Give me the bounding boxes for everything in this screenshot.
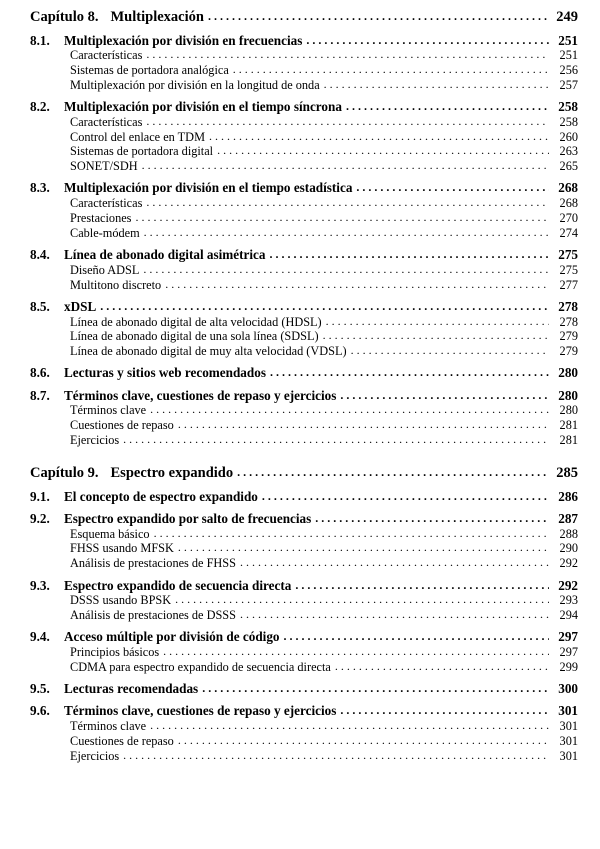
toc-entry-title: Términos clave [70, 719, 147, 734]
toc-sub-row[interactable] [30, 197, 578, 209]
toc-leader-dots [237, 465, 549, 480]
toc-entry-title: SONET/SDH [70, 159, 138, 174]
toc-entry-number: 8.3. [30, 180, 50, 196]
toc-entry-title: Sistemas de portadora digital [70, 144, 214, 159]
toc-leader-dots [178, 418, 549, 430]
toc-entry-title: Características [70, 114, 143, 129]
toc-sub-row[interactable] [30, 345, 578, 357]
toc-entry-page-number: 268 [559, 196, 578, 211]
toc-entry-title: El concepto de espectro expandido [64, 488, 258, 504]
toc-entry-page-number: 293 [559, 593, 578, 608]
toc-leader-dots [135, 211, 549, 223]
toc-entry-page-number: 260 [559, 129, 578, 144]
toc-leader-dots [324, 78, 549, 90]
toc-entry-title: Multiplexación por división en la longitud de onda [70, 77, 320, 92]
toc-leader-dots [123, 749, 549, 761]
toc-entry-page-number: 297 [558, 629, 578, 645]
toc-entry-page-number: 281 [559, 418, 578, 433]
toc-entry-number: Capítulo 8. [30, 9, 99, 25]
toc-sub-row[interactable] [30, 594, 578, 606]
toc-entry-title: Espectro expandido de secuencia directa [64, 577, 292, 593]
toc-leader-dots [262, 489, 549, 502]
toc-entry-number: 8.4. [30, 247, 50, 263]
toc-entry-title: Términos clave, cuestiones de repaso y ejercicios [64, 387, 337, 403]
toc-entry-title: CDMA para espectro expandido de secuencia directa [70, 659, 331, 674]
toc-entry-title: Multiplexación [110, 9, 204, 25]
toc-entry-page-number: 268 [558, 180, 578, 196]
toc-section-row[interactable] [30, 490, 578, 503]
toc-entry-title: Espectro expandido [110, 465, 234, 482]
toc-entry-page-number: 275 [558, 247, 578, 263]
toc-entry-title: DSSS usando BPSK [70, 593, 172, 608]
toc-entry-page-number: 278 [558, 298, 578, 314]
toc-entry-page-number: 270 [559, 210, 578, 225]
toc-entry-title: Términos clave [70, 403, 147, 418]
table-of-contents [30, 10, 578, 762]
toc-sub-row[interactable] [30, 49, 578, 61]
section-spacer [30, 446, 578, 466]
toc-entry-page-number: 280 [558, 365, 578, 381]
toc-entry-page-number: 249 [556, 9, 578, 25]
toc-leader-dots [150, 403, 549, 415]
toc-entry-number: 8.7. [30, 387, 50, 403]
toc-sub-row[interactable] [30, 528, 578, 540]
toc-section-row[interactable] [30, 630, 578, 643]
toc-entry-number: 9.4. [30, 629, 50, 645]
toc-entry-title: Principios básicos [70, 645, 160, 660]
toc-section-row[interactable] [30, 366, 578, 379]
toc-entry-title: Términos clave, cuestiones de repaso y ejercicios [64, 703, 337, 719]
toc-entry-title: Análisis de prestaciones de DSSS [70, 608, 236, 623]
toc-sub-row[interactable] [30, 735, 578, 747]
toc-entry-page-number: 287 [558, 510, 578, 526]
toc-entry-number: 9.3. [30, 577, 50, 593]
toc-sub-row[interactable] [30, 434, 578, 446]
toc-entry-title: Línea de abonado digital de una sola línea (SDSL) [70, 329, 319, 344]
toc-leader-dots [315, 511, 549, 524]
toc-section-row[interactable] [30, 300, 578, 313]
toc-entry-title: Cuestiones de repaso [70, 733, 174, 748]
toc-entry-page-number: 263 [559, 144, 578, 159]
toc-entry-page-number: 277 [559, 277, 578, 292]
toc-leader-dots [240, 608, 549, 620]
toc-sub-row[interactable] [30, 404, 578, 416]
toc-entry-page-number: 292 [558, 577, 578, 593]
toc-sub-row[interactable] [30, 316, 578, 328]
toc-entry-number: 9.5. [30, 681, 50, 697]
toc-entry-title: Acceso múltiple por división de código [64, 629, 280, 645]
toc-entry-page-number: 274 [559, 225, 578, 240]
toc-entry-title: Prestaciones [70, 210, 132, 225]
toc-section-row[interactable] [30, 512, 578, 525]
toc-sub-row[interactable] [30, 145, 578, 157]
toc-entry-page-number: 281 [559, 432, 578, 447]
toc-entry-page-number: 286 [558, 488, 578, 504]
toc-leader-dots [100, 299, 549, 312]
toc-sub-row[interactable] [30, 116, 578, 128]
toc-entry-page-number: 294 [559, 608, 578, 623]
toc-entry-page-number: 285 [556, 465, 578, 482]
toc-sub-row[interactable] [30, 609, 578, 621]
toc-entry-title: Multiplexación por división en el tiempo estadística [64, 180, 353, 196]
toc-leader-dots [154, 527, 549, 539]
toc-section-row[interactable] [30, 704, 578, 717]
toc-entry-title: Esquema básico [70, 526, 150, 541]
toc-entry-page-number: 265 [559, 159, 578, 174]
toc-entry-title: Línea de abonado digital de alta velocidad (HDSL) [70, 314, 322, 329]
toc-leader-dots [269, 247, 549, 260]
toc-entry-title: Multitono discreto [70, 277, 162, 292]
toc-sub-row[interactable] [30, 646, 578, 658]
toc-entry-title: Ejercicios [70, 432, 120, 447]
toc-sub-row[interactable] [30, 264, 578, 276]
toc-leader-dots [217, 144, 549, 156]
toc-entry-page-number: 300 [558, 681, 578, 697]
toc-entry-title: Ejercicios [70, 748, 120, 763]
toc-leader-dots [284, 629, 549, 642]
toc-entry-page-number: 275 [559, 262, 578, 277]
toc-leader-dots [146, 196, 549, 208]
toc-section-row[interactable] [30, 100, 578, 113]
toc-leader-dots [346, 99, 549, 112]
toc-leader-dots [326, 315, 549, 327]
toc-entry-title: Características [70, 196, 143, 211]
toc-chapter-row[interactable] [30, 10, 578, 25]
toc-sub-row[interactable] [30, 542, 578, 554]
toc-entry-number: 9.1. [30, 488, 50, 504]
toc-entry-page-number: 297 [559, 645, 578, 660]
toc-entry-title: Análisis de prestaciones de FHSS [70, 556, 236, 571]
toc-entry-title: Línea de abonado digital asimétrica [64, 247, 266, 263]
toc-entry-page-number: 288 [559, 526, 578, 541]
toc-leader-dots [146, 48, 549, 60]
toc-leader-dots [150, 719, 549, 731]
toc-leader-dots [270, 365, 549, 378]
toc-entry-title: Multiplexación por división en frecuencias [64, 32, 303, 48]
toc-leader-dots [143, 263, 549, 275]
toc-entry-number: 9.2. [30, 510, 50, 526]
toc-sub-row[interactable] [30, 212, 578, 224]
toc-sub-row[interactable] [30, 79, 578, 91]
toc-entry-page-number: 301 [559, 748, 578, 763]
toc-entry-page-number: 251 [559, 48, 578, 63]
toc-leader-dots [146, 115, 549, 127]
toc-leader-dots [144, 226, 549, 238]
toc-leader-dots [351, 344, 549, 356]
toc-entry-title: Línea de abonado digital de muy alta velocidad (VDSL) [70, 344, 347, 359]
toc-section-row[interactable] [30, 682, 578, 695]
toc-leader-dots [356, 180, 549, 193]
toc-sub-row[interactable] [30, 750, 578, 762]
toc-sub-row[interactable] [30, 160, 578, 172]
toc-entry-title: Espectro expandido por salto de frecuencias [64, 510, 312, 526]
toc-entry-number: Capítulo 9. [30, 465, 99, 482]
toc-leader-dots [240, 556, 549, 568]
toc-entry-title: Lecturas y sitios web recomendados [64, 365, 266, 381]
toc-chapter-row[interactable] [30, 466, 578, 481]
toc-entry-title: FHSS usando MFSK [70, 541, 174, 556]
toc-leader-dots [178, 541, 549, 553]
toc-entry-page-number: 258 [558, 99, 578, 115]
toc-entry-page-number: 280 [558, 387, 578, 403]
toc-leader-dots [165, 278, 549, 290]
toc-sub-row[interactable] [30, 227, 578, 239]
toc-entry-title: Diseño ADSL [70, 262, 140, 277]
toc-leader-dots [123, 433, 549, 445]
toc-leader-dots [340, 388, 549, 401]
toc-entry-page-number: 292 [559, 556, 578, 571]
toc-entry-number: 9.6. [30, 703, 50, 719]
toc-entry-page-number: 299 [559, 659, 578, 674]
toc-entry-title: Sistemas de portadora analógica [70, 63, 229, 77]
toc-entry-page-number: 278 [559, 314, 578, 329]
toc-entry-page-number: 301 [558, 703, 578, 719]
toc-entry-page-number: 301 [559, 719, 578, 734]
toc-section-row[interactable] [30, 389, 578, 402]
toc-section-row[interactable] [30, 579, 578, 592]
toc-entry-title: Características [70, 48, 143, 63]
toc-entry-title: Cuestiones de repaso [70, 418, 174, 433]
toc-entry-title: Cable-módem [70, 225, 140, 240]
toc-entry-number: 8.5. [30, 298, 50, 314]
toc-entry-page-number: 279 [559, 344, 578, 359]
toc-leader-dots [175, 593, 549, 605]
toc-entry-number: 8.6. [30, 365, 50, 381]
toc-sub-row[interactable] [30, 64, 578, 76]
toc-leader-dots [295, 578, 549, 591]
toc-sub-row[interactable] [30, 557, 578, 569]
toc-entry-number: 8.1. [30, 32, 50, 48]
toc-entry-title: Control del enlace en TDM [70, 129, 206, 144]
toc-entry-page-number: 280 [559, 403, 578, 418]
toc-leader-dots [178, 734, 549, 746]
toc-leader-dots [142, 159, 549, 171]
toc-sub-row[interactable] [30, 661, 578, 673]
toc-entry-page-number: 279 [559, 329, 578, 344]
toc-entry-title: xDSL [64, 298, 97, 314]
toc-entry-page-number: 301 [559, 733, 578, 748]
toc-entry-page-number: 256 [559, 63, 578, 77]
toc-entry-page-number: 258 [559, 114, 578, 129]
toc-entry-page-number: 257 [559, 77, 578, 92]
toc-leader-dots [163, 645, 549, 657]
toc-leader-dots [323, 329, 549, 341]
toc-sub-row[interactable] [30, 279, 578, 291]
toc-sub-row[interactable] [30, 131, 578, 143]
toc-sub-row[interactable] [30, 720, 578, 732]
toc-leader-dots [233, 63, 549, 75]
toc-leader-dots [335, 660, 549, 672]
toc-entry-page-number: 251 [558, 32, 578, 48]
toc-section-row[interactable] [30, 181, 578, 194]
toc-sub-row[interactable] [30, 419, 578, 431]
toc-sub-row[interactable] [30, 330, 578, 342]
toc-leader-dots [209, 130, 549, 142]
toc-entry-number: 8.2. [30, 99, 50, 115]
toc-entry-title: Multiplexación por división en el tiempo síncrona [64, 99, 342, 115]
toc-section-row[interactable] [30, 248, 578, 261]
toc-leader-dots [340, 703, 549, 716]
toc-leader-dots [306, 33, 549, 46]
toc-entry-title: Lecturas recomendadas [64, 681, 199, 697]
toc-leader-dots [202, 681, 549, 694]
toc-leader-dots [208, 9, 549, 24]
toc-section-row[interactable] [30, 34, 578, 47]
toc-entry-page-number: 290 [559, 541, 578, 556]
